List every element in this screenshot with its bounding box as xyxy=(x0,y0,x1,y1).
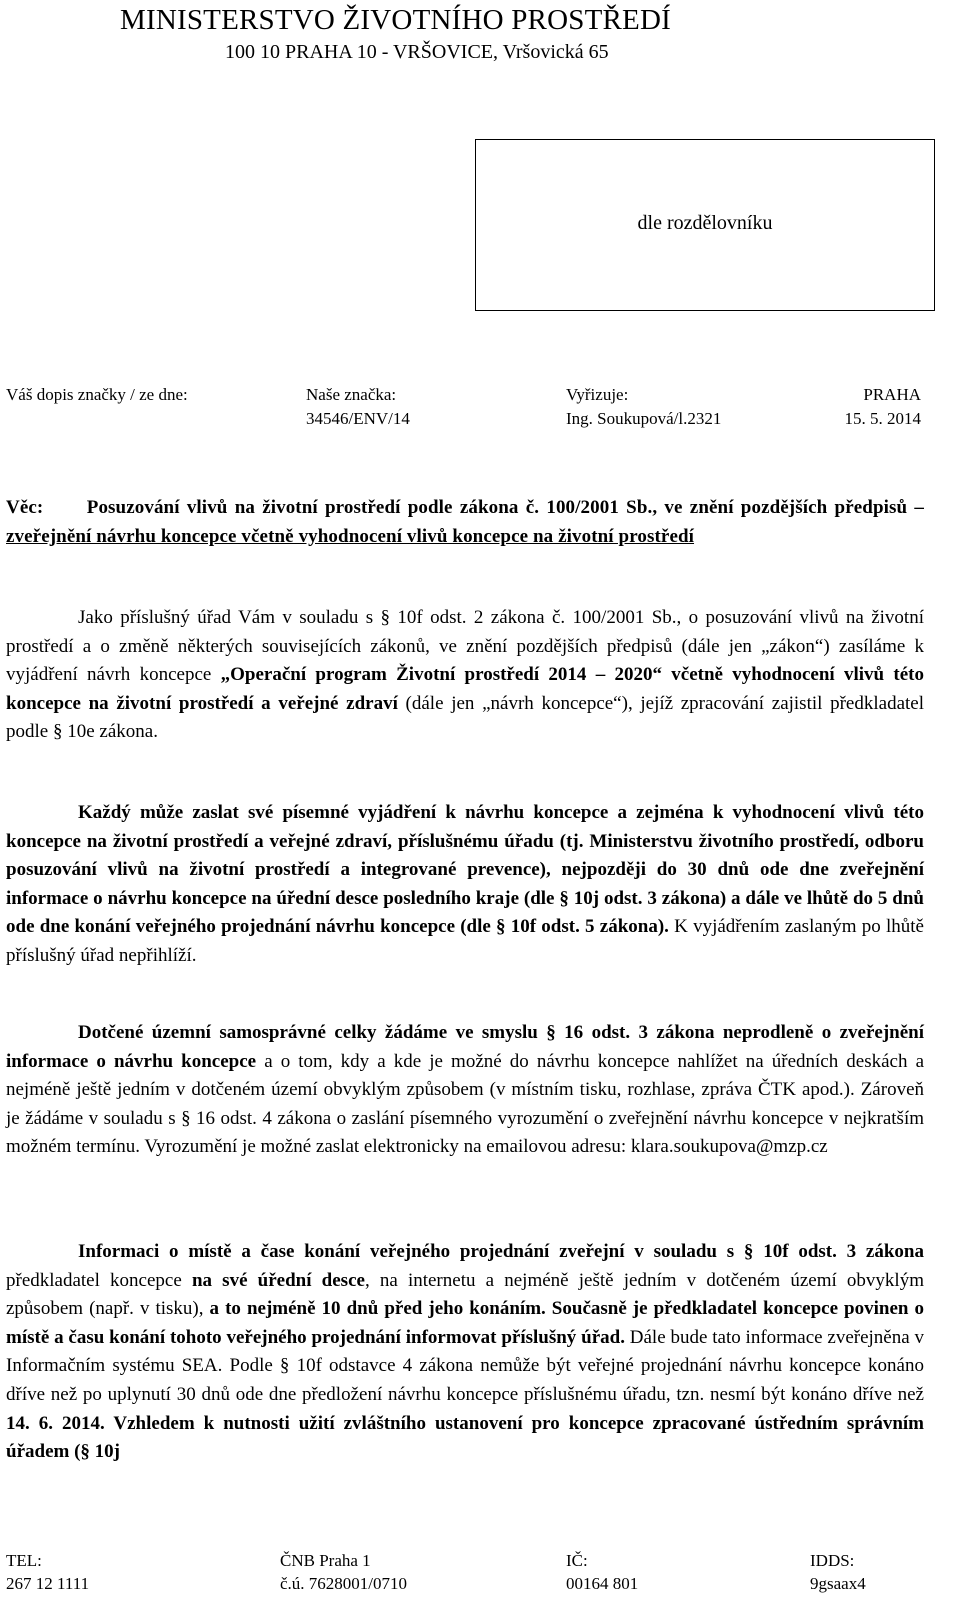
footer-bank-label: ČNB Praha 1 xyxy=(280,1551,371,1570)
paragraph-run: Dále bude tato informace zveřejněna v Informačním systému SEA. Podle § 10f odstavce 4 zákona nemůže být veřejné projednání návrhu koncepce konáno dříve než po uplynutí 30 dnů ode dne předložení návrhu koncepce příslušnému úřadu, tzn. nesmí být konáno dříve než xyxy=(6,1326,924,1405)
footer-bank-value: č.ú. 7628001/0710 xyxy=(280,1574,408,1593)
paragraph-run: , na internetu a nejméně ještě jedním v dotčeném území obvyklým způsobem (např. v tisku), xyxy=(6,1269,924,1320)
paragraph-run: a o tom, kdy a kde je možné do návrhu koncepce nahlížet na úředních deskách a nejméně ještě jedním v dotčeném území obvyklým způsobem (v místním tisku, rozhlase, zpráva ČTK apod.). Zároveň je žádáme v souladu s § 16 odst. 4 zákona o zaslání písemného vyrozumění o zveřejnění návrhu koncepce v nejkratším možném termínu. Vyrozumění je možné zaslat elektronicky na emailovou adresu: klara.soukupova@mzp.cz xyxy=(6,1050,924,1158)
paragraph-run: (dále jen „návrh koncepce“), jejíž zpracování zajistil předkladatel podle § 10e zákona. xyxy=(6,692,924,743)
footer-tel-label: TEL: xyxy=(6,1551,42,1570)
subject-main: Posuzování vlivů na životní prostředí podle zákona č. 100/2001 Sb., ve znění pozdějších předpisů xyxy=(86,497,908,518)
subject-dash: – xyxy=(907,497,924,518)
place: PRAHA xyxy=(863,385,921,404)
paragraph-1 xyxy=(6,604,924,747)
paragraph-run: K vyjádřením zaslaným po lhůtě příslušný úřad nepřihlíží. xyxy=(6,916,924,966)
footer-idds-label: IDDS: xyxy=(810,1551,855,1570)
footer-ic-value: 00164 801 xyxy=(566,1574,639,1593)
paragraph-3 xyxy=(6,1019,924,1162)
ministry-title: MINISTERSTVO ŽIVOTNÍHO PROSTŘEDÍ xyxy=(120,4,671,36)
footer-idds-value: 9gsaax4 xyxy=(810,1574,866,1593)
paragraph-run: 14. 6. 2014. Vzhledem k nutnosti užití zvláštního ustanovení pro koncepce zpracované ústředním správním úřadem (§ 10j xyxy=(6,1412,924,1463)
ministry-address: 100 10 PRAHA 10 - VRŠOVICE, Vršovická 65 xyxy=(225,41,609,63)
subject-prefix: Věc: xyxy=(6,497,44,518)
recipient-text: dle rozdělovníku xyxy=(637,212,773,234)
paragraph-2 xyxy=(6,799,924,971)
paragraph-4 xyxy=(6,1238,924,1467)
recipient-box xyxy=(475,139,935,311)
subject-underlined: zveřejnění návrhu koncepce včetně vyhodnocení vlivů koncepce na životní prostředí xyxy=(6,525,695,547)
handler-label: Vyřizuje: xyxy=(566,385,629,404)
handler-value: Ing. Soukupová/l.2321 xyxy=(566,409,722,428)
paragraph-run: „Operační program Životní prostředí 2014 – 2020“ včetně vyhodnocení vlivů této koncepce na životní prostředí a veřejné zdraví xyxy=(6,664,924,714)
paragraph-run: Jako příslušný úřad Vám v souladu s § 10f odst. 2 zákona č. 100/2001 Sb., o posuzování vlivů na životní prostředí a o změně některých souvisejících zákonů, ve znění pozdějších předpisů (dále jen „zákon“) zasíláme k vyjádření návrh koncepce xyxy=(6,607,924,686)
footer-ic-label: IČ: xyxy=(566,1551,588,1570)
paragraph-run: předkladatel koncepce xyxy=(6,1269,192,1291)
our-ref-label: Naše značka: xyxy=(306,385,397,404)
footer-tel-value: 267 12 1111 xyxy=(6,1574,90,1593)
date: 15. 5. 2014 xyxy=(844,409,921,428)
our-ref-value: 34546/ENV/14 xyxy=(306,409,410,428)
paragraph-run: na své úřední desce xyxy=(191,1269,365,1291)
paragraph-run: Každý může zaslat své písemné vyjádření k návrhu koncepce a zejména k vyhodnocení vlivů této koncepce na životní prostředí a veřejné zdraví, příslušnému úřadu (tj. Ministerstvu životního prostředí, odboru posuzování vlivů na životní prostředí a integrované prevence), nejpozději do 30 dnů ode dne zveřejnění informace o návrhu koncepce na úřední desce posledního kraje (dle § 10j odst. 3 zákona) a dále ve lhůtě do 5 dnů ode dne konání veřejného projednání návrhu koncepce (dle § 10f odst. 5 zákona). xyxy=(6,802,924,938)
your-ref-label: Váš dopis značky / ze dne: xyxy=(6,385,188,404)
paragraph-run: a to nejméně 10 dnů před jeho konáním. Současně je předkladatel koncepce povinen o místě a času konání tohoto veřejného projednání informovat příslušný úřad. xyxy=(6,1298,924,1348)
paragraph-run: Dotčené územní samosprávné celky žádáme ve smyslu § 16 odst. 3 zákona neprodleně o zveřejnění informace o návrhu koncepce xyxy=(6,1022,924,1072)
paragraph-run: Informaci o místě a čase konání veřejného projednání zveřejní v souladu s § 10f odst. 3 zákona xyxy=(78,1241,924,1262)
subject xyxy=(6,494,924,551)
